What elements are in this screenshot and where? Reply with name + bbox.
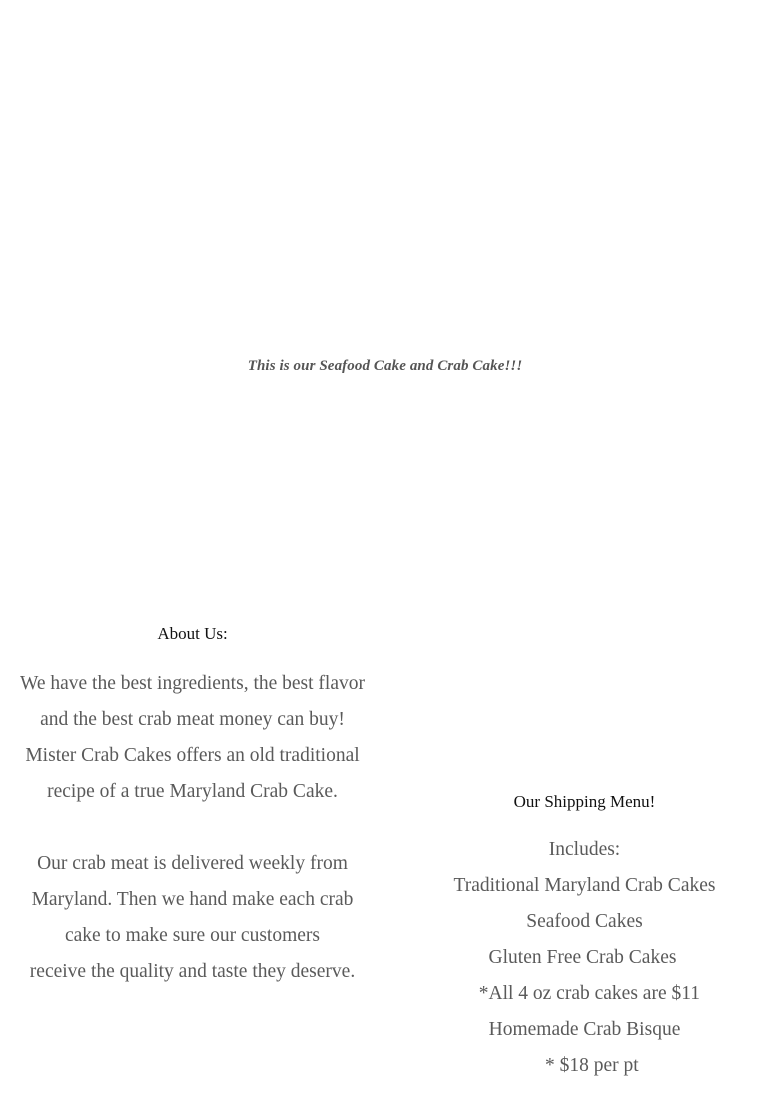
- hero-image-area: [0, 0, 770, 340]
- shipping-item-bisque: Homemade Crab Bisque: [488, 1019, 681, 1040]
- about-paragraph-1: We have the best ingredients, the best flavor and the best crab meat money can buy! Mister Crab Cakes offers an old traditional recipe of a true Maryland Crab Cake.: [20, 673, 365, 802]
- shipping-menu-section: [412, 790, 757, 1084]
- hero-caption: This is our Seafood Cake and Crab Cake!!!: [247, 358, 523, 374]
- shipping-heading: Our Shipping Menu!: [513, 792, 656, 811]
- about-paragraph-2: Our crab meat is delivered weekly from Maryland. Then we hand make each crab cake to make sure our customers: [31, 853, 354, 946]
- shipping-crab-cake-price: *All 4 oz crab cakes are $11: [468, 983, 700, 1004]
- shipping-item-traditional: Traditional Maryland Crab Cakes: [453, 875, 716, 896]
- shipping-item-gluten-free: Gluten Free Crab Cakes: [488, 947, 677, 968]
- about-paragraph-3: receive the quality and taste they deserve.: [29, 961, 356, 982]
- shipping-includes: Includes:: [548, 839, 621, 860]
- about-section: [20, 622, 365, 990]
- shipping-bisque-price: * $18 per pt: [530, 1055, 639, 1076]
- paragraph-spacer: [20, 810, 365, 846]
- about-heading: About Us:: [157, 624, 228, 643]
- shipping-item-seafood: Seafood Cakes: [526, 911, 643, 932]
